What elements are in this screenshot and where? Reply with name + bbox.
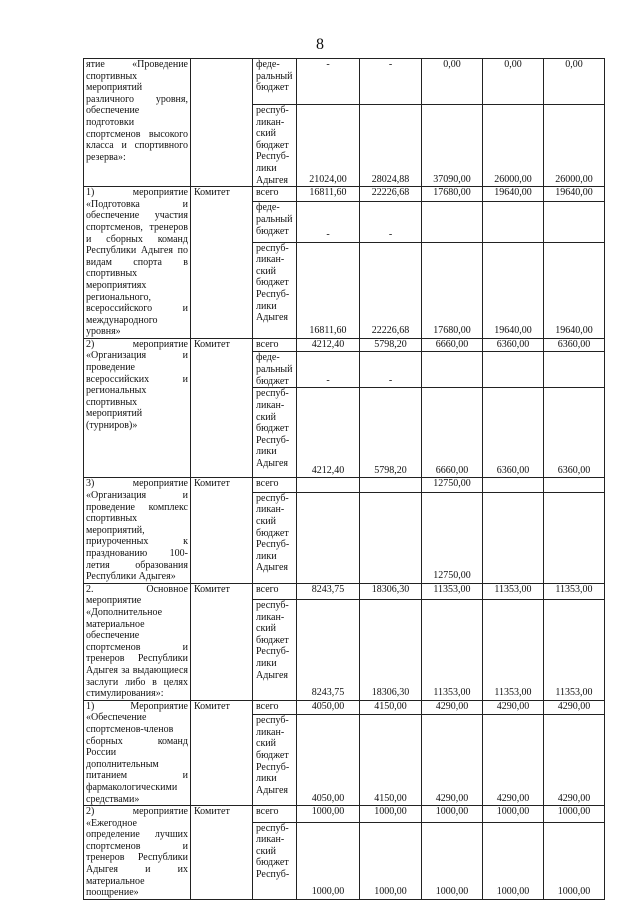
amount-cell: 16811,60 [297,242,360,338]
funding-source-cell: феде- ральный бюджет [253,202,297,242]
amount-cell: 17680,00 [422,242,483,338]
page-number: 8 [316,36,324,53]
amount-cell: 1000,00 [360,822,422,899]
funding-source-cell: всего [253,583,297,599]
amount-cell: 1000,00 [544,806,605,822]
activity-name-cell: 1) Мероприятие «Обеспечение спортсменов-членов сборных команд России дополнительным питанием и фармакологическими средствами» [84,700,191,805]
amount-cell [297,492,360,583]
amount-cell: 18306,30 [360,600,422,701]
amount-cell: 19640,00 [544,242,605,338]
amount-cell: 0,00 [483,59,544,105]
amount-cell: 4150,00 [360,700,422,714]
amount-cell [483,352,544,388]
amount-cell: 37090,00 [422,105,483,187]
amount-cell: - [297,59,360,105]
activity-name-cell: 2) мероприятие «Ежегодное определение лучших спортсменов и тренеров Республики Адыгея и их материальное поощрение» [84,806,191,900]
amount-cell: - [360,352,422,388]
amount-cell: 16811,60 [297,187,360,202]
executor-cell: Комитет [191,338,253,478]
amount-cell: - [297,202,360,242]
amount-cell: - [360,202,422,242]
amount-cell: 4290,00 [483,700,544,714]
amount-cell [544,492,605,583]
funding-source-cell: респуб- ликан- ский бюджет Респуб- лики Адыгея [253,388,297,478]
funding-source-cell: феде- ральный бюджет [253,59,297,105]
funding-source-cell: всего [253,806,297,822]
funding-source-cell: респуб- ликан- ский бюджет Респуб- лики Адыгея [253,715,297,806]
amount-cell: 6360,00 [544,388,605,478]
table-row [84,187,605,202]
amount-cell: 4290,00 [422,700,483,714]
funding-source-cell: феде- ральный бюджет [253,352,297,388]
amount-cell: 1000,00 [422,822,483,899]
amount-cell: 6660,00 [422,338,483,352]
amount-cell: 6360,00 [544,338,605,352]
amount-cell: 26000,00 [483,105,544,187]
funding-source-cell: респуб- ликан- ский бюджет Респуб- лики Адыгея [253,600,297,701]
amount-cell: 8243,75 [297,600,360,701]
amount-cell [544,202,605,242]
amount-cell: 12750,00 [422,478,483,492]
budget-table [83,58,605,900]
amount-cell: 1000,00 [544,822,605,899]
amount-cell: 4150,00 [360,715,422,806]
table-row [84,478,605,492]
amount-cell: 6360,00 [483,338,544,352]
funding-source-cell: всего [253,338,297,352]
amount-cell: 19640,00 [544,187,605,202]
executor-cell: Комитет [191,806,253,900]
amount-cell: 4290,00 [483,715,544,806]
activity-name-cell: 1) мероприятие «Подготовка и обеспечение участия спортсменов, тренеров и сборных команд Республики Адыгея по видам спорта в спортивных мероприятиях регионального, всероссийского и международного уровня» [84,187,191,339]
amount-cell: 6360,00 [483,388,544,478]
amount-cell: 1000,00 [483,806,544,822]
amount-cell: 4050,00 [297,715,360,806]
amount-cell: 6660,00 [422,388,483,478]
activity-name-cell: 2. Основное мероприятие «Дополнительное материальное обеспечение спортсменов и тренеров Республики Адыгея за выдающиеся заслуги либо в целях стимулирования»: [84,583,191,700]
activity-name-cell: 3) мероприятие «Организация и проведение комплекс спортивных мероприятий, приуроченных к празднованию 100-летия образования Республики Адыгея» [84,478,191,583]
amount-cell: 11353,00 [544,600,605,701]
table-row [84,583,605,599]
amount-cell [422,352,483,388]
amount-cell: 11353,00 [483,583,544,599]
amount-cell: 11353,00 [483,600,544,701]
amount-cell: 11353,00 [422,583,483,599]
amount-cell [422,202,483,242]
amount-cell: 1000,00 [422,806,483,822]
amount-cell: 4212,40 [297,338,360,352]
amount-cell: 17680,00 [422,187,483,202]
amount-cell: 0,00 [544,59,605,105]
amount-cell: 4290,00 [544,700,605,714]
amount-cell: 8243,75 [297,583,360,599]
amount-cell: - [297,352,360,388]
amount-cell: 18306,30 [360,583,422,599]
funding-source-cell: респуб- ликан- ский бюджет Респуб- лики Адыгея [253,242,297,338]
table-row [84,806,605,822]
amount-cell: 22226,68 [360,187,422,202]
amount-cell: 0,00 [422,59,483,105]
amount-cell: 21024,00 [297,105,360,187]
amount-cell: 4050,00 [297,700,360,714]
amount-cell: 1000,00 [297,806,360,822]
table-row [84,338,605,352]
amount-cell: 1000,00 [483,822,544,899]
amount-cell: 11353,00 [422,600,483,701]
amount-cell: 4212,40 [297,388,360,478]
amount-cell [483,202,544,242]
table-row [84,700,605,714]
amount-cell: 5798,20 [360,338,422,352]
executor-cell [191,59,253,187]
budget-table-body [84,59,605,900]
amount-cell: 28024,88 [360,105,422,187]
amount-cell [360,492,422,583]
amount-cell [483,478,544,492]
amount-cell: 19640,00 [483,187,544,202]
amount-cell: 4290,00 [544,715,605,806]
funding-source-cell: всего [253,478,297,492]
amount-cell [360,478,422,492]
funding-source-cell: всего [253,187,297,202]
table-row [84,59,605,105]
executor-cell: Комитет [191,583,253,700]
amount-cell: 4290,00 [422,715,483,806]
amount-cell [297,478,360,492]
funding-source-cell: респуб- ликан- ский бюджет Респуб- лики Адыгея [253,105,297,187]
amount-cell [544,352,605,388]
amount-cell: 26000,00 [544,105,605,187]
amount-cell: 19640,00 [483,242,544,338]
executor-cell: Комитет [191,700,253,805]
amount-cell: 1000,00 [297,822,360,899]
funding-source-cell: респуб- ликан- ский бюджет Респуб- лики Адыгея [253,492,297,583]
amount-cell: 11353,00 [544,583,605,599]
funding-source-cell: всего [253,700,297,714]
executor-cell: Комитет [191,187,253,339]
activity-name-cell: 2) мероприятие «Организация и проведение всероссийских и региональных спортивных мероприятий (турниров)» [84,338,191,478]
amount-cell: 5798,20 [360,388,422,478]
amount-cell: 22226,68 [360,242,422,338]
amount-cell: - [360,59,422,105]
amount-cell [483,492,544,583]
funding-source-cell: респуб- ликан- ский бюджет Респуб- [253,822,297,899]
amount-cell: 1000,00 [360,806,422,822]
amount-cell [544,478,605,492]
executor-cell: Комитет [191,478,253,583]
activity-name-cell: ятие «Проведение спортивных мероприятий различного уровня, обеспечение подготовки спортсменов высокого класса и спортивного резерва»: [84,59,191,187]
amount-cell: 12750,00 [422,492,483,583]
